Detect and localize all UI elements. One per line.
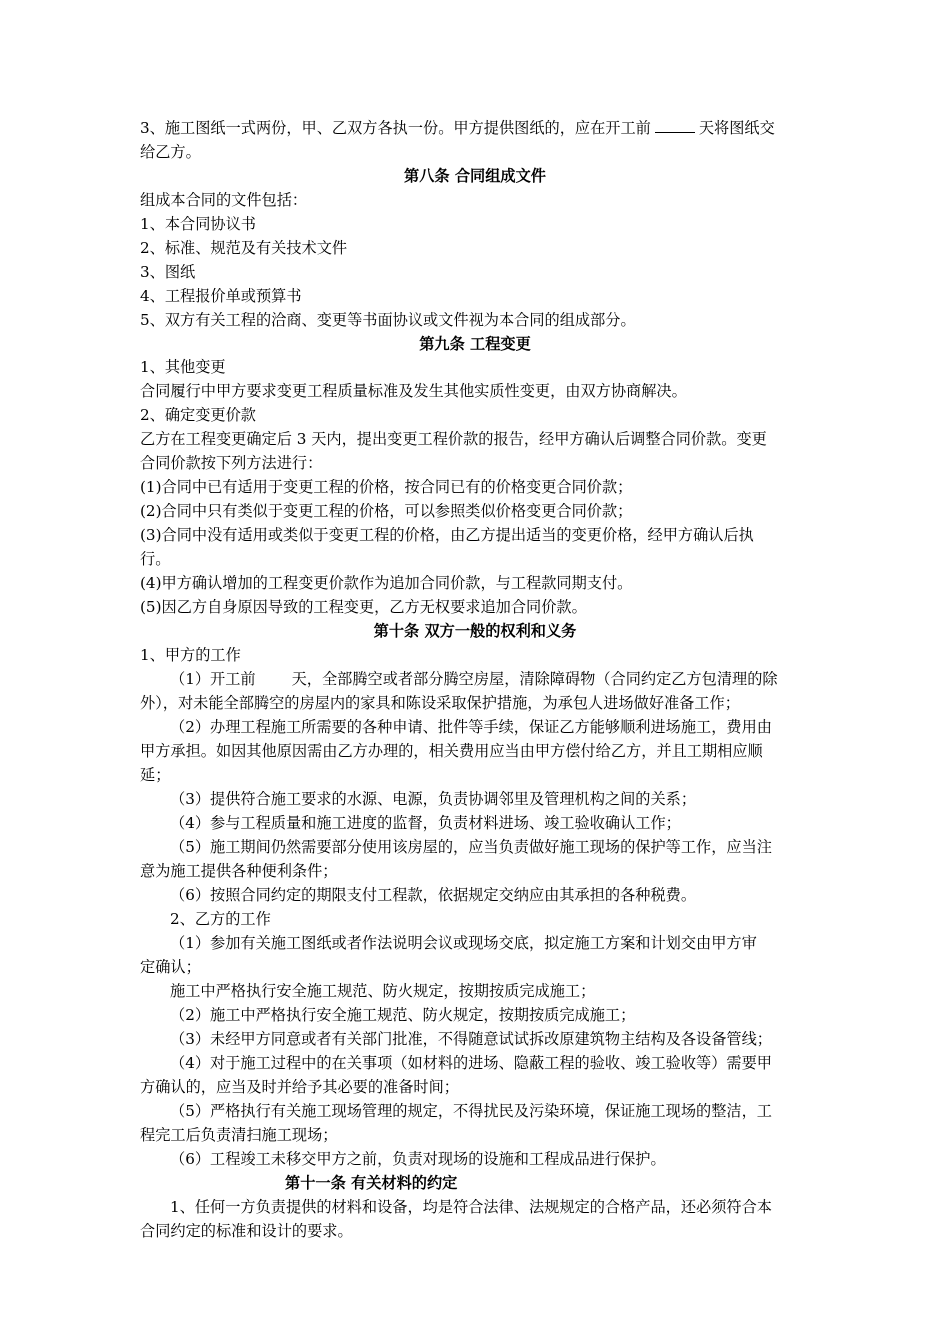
sec7-item3-cont: 给乙方。 xyxy=(140,143,201,161)
sec10-a1-part1: （1）开工前 xyxy=(170,670,256,688)
sec10-a-line: （5）施工期间仍然需要部分使用该房屋的，应当负责做好施工现场的保护等工作，应当注 xyxy=(170,838,772,856)
sec10-b-line: 方确认的，应当及时并给予其必要的准备时间； xyxy=(140,1078,459,1096)
sec11-line: 1、任何一方负责提供的材料和设备，均是符合法律、法规规定的合格产品，还必须符合本 xyxy=(170,1198,772,1216)
sec8-title: 第八条 合同组成文件 xyxy=(404,167,546,185)
sec8-item: 3、图纸 xyxy=(140,263,196,281)
sec10-b-line: （6）工程竣工未移交甲方之前，负责对现场的设施和工程成品进行保护。 xyxy=(170,1150,666,1168)
sec10-b-line: （4）对于施工过程中的在关事项（如材料的进场、隐蔽工程的验收、竣工验收等）需要甲 xyxy=(170,1054,772,1072)
sec9-line: (5)因乙方自身原因导致的工程变更，乙方无权要求追加合同价款。 xyxy=(140,598,587,616)
sec9-line: 合同价款按下列方法进行： xyxy=(140,454,323,472)
sec10-a-line: （2）办理工程施工所需要的各种申请、批件等手续，保证乙方能够顺利进场施工，费用由 xyxy=(170,718,772,736)
sec9-line: 行。 xyxy=(140,550,171,568)
sec10-b-line: （3）未经甲方同意或者有关部门批准，不得随意试试拆改原建筑物主结构及各设备管线； xyxy=(170,1030,772,1048)
sec10-b-line: （5）严格执行有关施工现场管理的规定，不得扰民及污染环境，保证施工现场的整洁，工 xyxy=(170,1102,772,1120)
sec10-a-line: （6）按照合同约定的期限支付工程款，依据规定交纳应由其承担的各种税费。 xyxy=(170,886,697,904)
sec9-line: (4)甲方确认增加的工程变更价款作为追加合同价款，与工程款同期支付。 xyxy=(140,574,633,592)
sec10-a-line: 延； xyxy=(140,766,171,784)
sec8-item: 4、工程报价单或预算书 xyxy=(140,287,302,305)
sec10-title: 第十条 双方一般的权利和义务 xyxy=(373,622,577,640)
sec9-line: 乙方在工程变更确定后 3 天内，提出变更工程价款的报告，经甲方确认后调整合同价款。变更 xyxy=(140,430,767,448)
sec10-part-a: 1、甲方的工作 xyxy=(140,646,241,664)
sec11-title: 第十一条 有关材料的约定 xyxy=(285,1174,458,1192)
sec8-intro: 组成本合同的文件包括： xyxy=(140,191,308,209)
sec10-a-line: （4）参与工程质量和施工进度的监督，负责材料进场、竣工验收确认工作； xyxy=(170,814,681,832)
sec9-line: 2、确定变更价款 xyxy=(140,406,256,424)
sec9-line: (3)合同中没有适用或类似于变更工程的价格，由乙方提出适当的变更价格，经甲方确认后执 xyxy=(140,526,754,544)
sec10-a-line: 意为施工提供各种便利条件； xyxy=(140,862,338,880)
sec9-line: 1、其他变更 xyxy=(140,358,226,376)
sec9-title: 第九条 工程变更 xyxy=(419,335,531,353)
sec11-line: 合同约定的标准和设计的要求。 xyxy=(140,1222,353,1240)
sec10-b-line: 施工中严格执行安全施工规范、防火规定，按期按质完成施工； xyxy=(170,982,596,1000)
sec8-item: 2、标准、规范及有关技术文件 xyxy=(140,239,348,257)
sec7-item3-part1: 3、施工图纸一式两份，甲、乙双方各执一份。甲方提供图纸的，应在开工前 xyxy=(140,119,651,137)
sec7-item3-line xyxy=(140,117,775,139)
sec10-a-line: 甲方承担。如因其他原因需由乙方办理的，相关费用应当由甲方偿付给乙方，并且工期相应顺 xyxy=(140,742,763,760)
sec8-item: 1、本合同协议书 xyxy=(140,215,256,233)
sec10-b-line: （1）参加有关施工图纸或者作法说明会议或现场交底，拟定施工方案和计划交由甲方审 xyxy=(170,934,757,952)
sec8-item: 5、双方有关工程的洽商、变更等书面协议或文件视为本合同的组成部分。 xyxy=(140,311,636,329)
sec10-a-line: （3）提供符合施工要求的水源、电源，负责协调邻里及管理机构之间的关系； xyxy=(170,790,697,808)
sec10-a1-part2: 天，全部腾空或者部分腾空房屋，清除障碍物（合同约定乙方包清理的除 xyxy=(291,670,778,688)
sec10-b-line: 程完工后负责清扫施工现场； xyxy=(140,1126,338,1144)
sec10-b-line: 定确认； xyxy=(140,958,201,976)
sec10-part-b: 2、乙方的工作 xyxy=(170,910,271,928)
fill-in-blank xyxy=(655,118,695,133)
sec7-item3-part2: 天将图纸交 xyxy=(698,119,775,137)
sec9-line: (1)合同中已有适用于变更工程的价格，按合同已有的价格变更合同价款； xyxy=(140,478,633,496)
sec10-a1-cont: 外），对未能全部腾空的房屋内的家具和陈设采取保护措施，为承包人进场做好准备工作； xyxy=(140,694,740,712)
sec10-a1-line xyxy=(170,668,778,690)
sec9-line: 合同履行中甲方要求变更工程质量标准及发生其他实质性变更，由双方协商解决。 xyxy=(140,382,687,400)
sec9-line: (2)合同中只有类似于变更工程的价格，可以参照类似价格变更合同价款； xyxy=(140,502,633,520)
sec10-b-line: （2）施工中严格执行安全施工规范、防火规定，按期按质完成施工； xyxy=(170,1006,636,1024)
